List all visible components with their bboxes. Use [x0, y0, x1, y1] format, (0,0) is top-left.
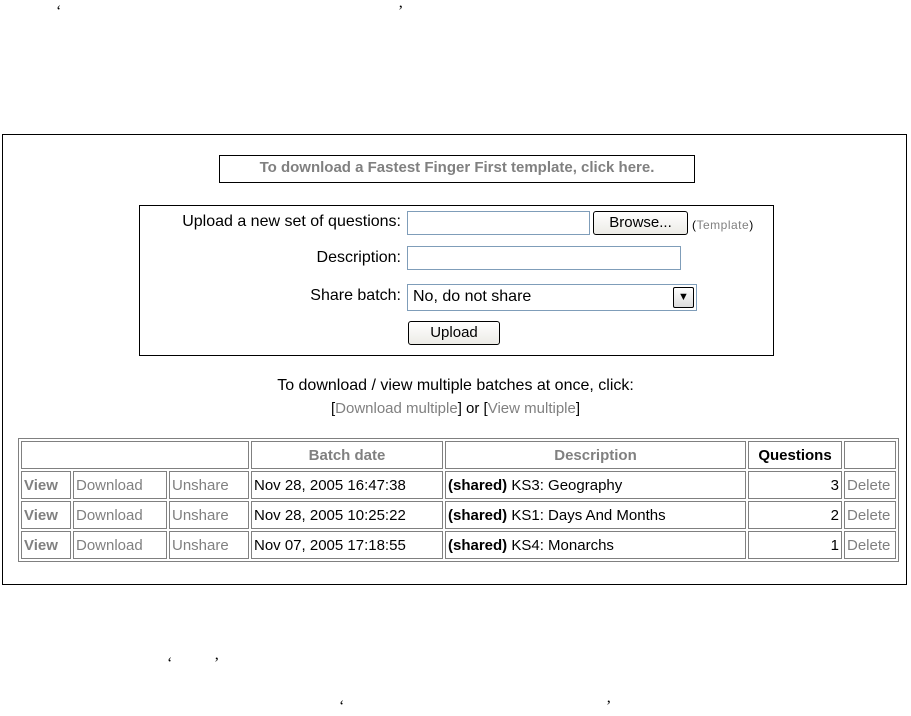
browse-button[interactable]: Browse...: [593, 211, 688, 235]
table-header-row: [21, 441, 896, 469]
quote-mark-close: ’: [606, 698, 612, 715]
template-close-paren: ): [749, 218, 754, 232]
table-row: [21, 501, 896, 529]
quote-mark-open: ‘: [56, 3, 62, 20]
batch-date-header: Batch date: [251, 441, 443, 469]
description-text: KS3: Geography: [511, 476, 623, 494]
delete-link[interactable]: Delete: [844, 501, 896, 529]
bracket-open: [: [330, 400, 336, 417]
quote-mark-close: ’: [214, 655, 220, 672]
download-link[interactable]: Download: [73, 501, 167, 529]
share-select[interactable]: [407, 284, 697, 311]
multiple-instructions: To download / view multiple batches at once, click:: [277, 377, 634, 394]
delete-link[interactable]: Delete: [844, 531, 896, 559]
view-link[interactable]: View: [21, 501, 71, 529]
table-row: [21, 531, 896, 559]
description-header: Description: [445, 441, 746, 469]
template-open-paren: (: [692, 218, 697, 232]
bracket-close: ]: [575, 400, 581, 417]
view-link[interactable]: View: [21, 471, 71, 499]
multiple-links: [3, 400, 908, 417]
download-link[interactable]: Download: [73, 531, 167, 559]
chevron-down-icon[interactable]: ▼: [673, 287, 694, 308]
question-count: 2: [748, 501, 842, 529]
quote-mark-open: ‘: [167, 655, 173, 672]
shared-badge: (shared): [448, 536, 508, 554]
unshare-link[interactable]: Unshare: [169, 531, 249, 559]
batch-date: Nov 28, 2005 10:25:22: [251, 501, 443, 529]
shared-badge: (shared): [448, 506, 508, 524]
unshare-link[interactable]: Unshare: [169, 471, 249, 499]
view-link[interactable]: View: [21, 531, 71, 559]
or-separator: ] or [: [457, 400, 488, 417]
batch-date: Nov 07, 2005 17:18:55: [251, 531, 443, 559]
upload-label: Upload a new set of questions:: [182, 213, 401, 230]
description-text: KS4: Monarchs: [511, 536, 614, 554]
actions-header: [21, 441, 249, 469]
view-multiple-link[interactable]: View multiple: [487, 400, 576, 417]
questions-header: Questions: [748, 441, 842, 469]
template-link-wrapper: [692, 218, 754, 232]
batch-description: [445, 531, 746, 559]
upload-button[interactable]: Upload: [408, 321, 500, 345]
quote-mark-open: ‘: [339, 698, 345, 715]
batch-description: [445, 471, 746, 499]
quote-mark-close: ’: [398, 3, 404, 20]
template-link[interactable]: Template: [696, 218, 750, 232]
download-multiple-link[interactable]: Download multiple: [335, 400, 458, 417]
batches-table: [18, 438, 899, 562]
batch-panel: [2, 134, 907, 585]
batch-description: [445, 501, 746, 529]
share-label: Share batch:: [310, 287, 401, 304]
share-selected-value: No, do not share: [413, 288, 532, 305]
unshare-link[interactable]: Unshare: [169, 501, 249, 529]
description-input[interactable]: [407, 246, 681, 270]
file-input[interactable]: [407, 211, 590, 235]
download-link[interactable]: Download: [73, 471, 167, 499]
description-text: KS1: Days And Months: [511, 506, 666, 524]
question-count: 3: [748, 471, 842, 499]
download-template-link[interactable]: To download a Fastest Finger First template, click here.: [219, 155, 695, 183]
question-count: 1: [748, 531, 842, 559]
upload-form: [139, 205, 774, 356]
table-row: [21, 471, 896, 499]
description-label: Description:: [316, 249, 401, 266]
shared-badge: (shared): [448, 476, 508, 494]
delete-link[interactable]: Delete: [844, 471, 896, 499]
delete-header: [844, 441, 896, 469]
batch-date: Nov 28, 2005 16:47:38: [251, 471, 443, 499]
